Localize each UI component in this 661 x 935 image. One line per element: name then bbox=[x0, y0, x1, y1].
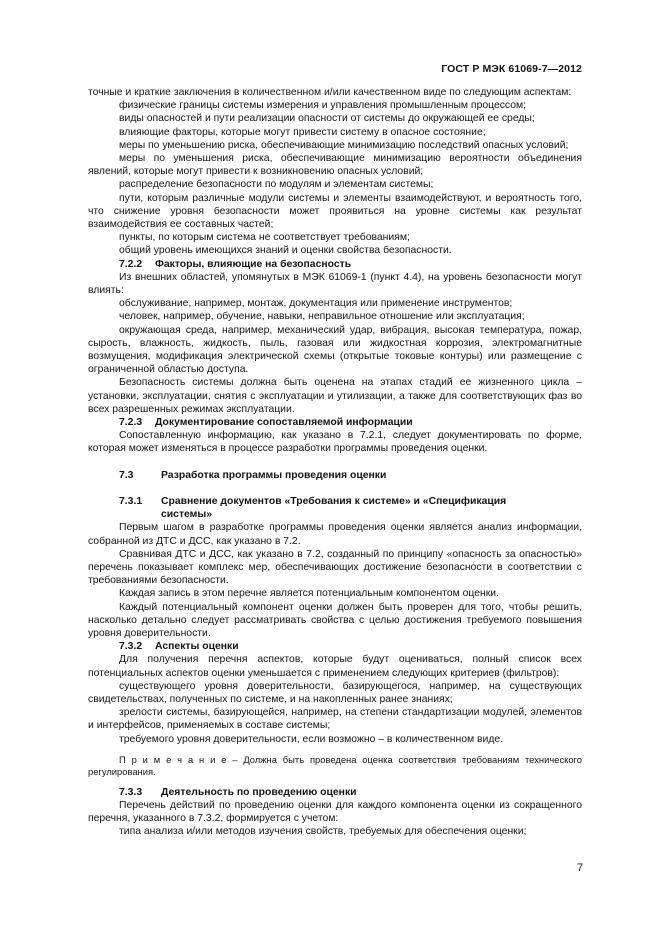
section-number: 7.3 bbox=[119, 469, 134, 481]
paragraph: Каждая запись в этом перечне является потенциальным компонентом оценки. bbox=[119, 588, 500, 600]
section-number: 7.2.2 bbox=[119, 258, 143, 270]
paragraph: Перечень действий по проведению оценки для каждого компонента оценки из сокращенного перечня, указанного в 7.3.2, формируется с учетом: bbox=[88, 799, 582, 825]
list-item: общий уровень имеющихся знаний и оценки свойства безопасности. bbox=[119, 245, 452, 257]
paragraph: точные и краткие заключения в количественном и/или качественном виде по следующим аспектам: bbox=[88, 87, 572, 98]
spacer bbox=[88, 482, 582, 495]
section-title: Деятельность по проведению оценки bbox=[161, 786, 357, 798]
note-label: П р и м е ч а н и е bbox=[119, 753, 227, 765]
list-item: пути, которым различные модули системы и элементы взаимодействуют, и вероятность того, что снижение уровня безопасности может проявиться на уровне системы как результат взаимодействия ее составных частей; bbox=[88, 192, 582, 231]
paragraph: Безопасность системы должна быть оценена на этапах стадий ее жизненного цикла – установки, эксплуатации, снятия с эксплуатации и утилизации, а также для соответствующих фаз во всех разрешенных режимах эксплуатации. bbox=[88, 377, 582, 415]
section-heading-7-2-2 bbox=[88, 258, 582, 271]
list-item: существующего уровня доверительности, базирующегося, например, на существующих свидетельствах, полученных по системе, и на накопленных ранее знаниях; bbox=[88, 680, 582, 705]
paragraph: Из внешних областей, упомянутых в МЭК 61069-1 (пункт 4.4), на уровень безопасности могут влиять: bbox=[88, 271, 582, 297]
list-item: меры по уменьшению риска, обеспечивающие минимизацию последствий опасных условий; bbox=[119, 139, 569, 151]
note-text: – Должна быть проведена оценка соответствия требованиям технического регулирования. bbox=[88, 753, 582, 777]
list-item: влияющие факторы, которые могут привести систему в опасное состояние; bbox=[119, 126, 486, 138]
standard-header: ГОСТ Р МЭК 61069-7—2012 bbox=[441, 63, 582, 75]
page-body bbox=[88, 86, 582, 839]
section-number: 7.3.2 bbox=[119, 641, 143, 653]
list-item: требуемого уровня доверительности, если возможно – в количественном виде. bbox=[119, 733, 504, 745]
section-title: Разработка программы проведения оценки bbox=[161, 469, 387, 481]
list-item: физические границы системы измерения и управления промышленным процессом; bbox=[119, 100, 527, 112]
list-item: человек, например, обучение, навыки, неправильное отношение или эксплуатация; bbox=[119, 311, 525, 323]
section-heading-7-3 bbox=[88, 469, 582, 482]
list-item: пункты, по которым система не соответствует требованиям; bbox=[119, 232, 410, 244]
spacer bbox=[88, 778, 582, 786]
section-title: Документирование сопоставляемой информации bbox=[155, 417, 413, 429]
paragraph: Для получения перечня аспектов, которые будут оцениваться, полный список всех потенциальных аспектов оценки уменьшается с применением следующих критериев (фильтров): bbox=[88, 654, 582, 679]
spacer bbox=[88, 456, 582, 469]
section-title: Факторы, влияющие на безопасность bbox=[155, 258, 352, 270]
paragraph: Первым шагом в разработке программы проведения оценки является анализ информации, собранной из ДТС и ДCC, как указано в 7.2. bbox=[88, 522, 582, 547]
list-item: зрелости системы, базирующейся, например, на степени стандартизации модулей, элементов и интерфейсов, применяемых в составе системы; bbox=[88, 707, 582, 732]
list-item: обслуживание, например, монтаж, документация или применение инструментов; bbox=[119, 298, 513, 310]
list-item: меры по уменьшения риска, обеспечивающие минимизацию вероятности объединения явлений, которые могут привести к возникновению опасных условий; bbox=[88, 153, 582, 178]
section-number: 7.2.3 bbox=[119, 417, 143, 429]
section-heading-7-2-3 bbox=[88, 416, 582, 429]
section-title: Сравнение документов «Требования к системе» и «Спецификация системы» bbox=[161, 495, 507, 521]
section-heading-7-3-2 bbox=[88, 640, 582, 653]
paragraph: Сопоставленную информацию, как указано в 7.2.1, следует документировать по форме, которая может изменяться в процессе разработки программы проведения оценки. bbox=[88, 430, 582, 455]
section-number: 7.3.3 bbox=[119, 786, 143, 798]
section-title: Аспекты оценки bbox=[155, 641, 239, 653]
section-heading-7-3-3 bbox=[88, 786, 582, 799]
page-number: 7 bbox=[577, 862, 584, 874]
list-item: распределение безопасности по модулям и элементам системы; bbox=[119, 179, 434, 191]
section-number: 7.3.1 bbox=[119, 495, 143, 507]
paragraph: Каждый потенциальный компонент оценки должен быть проверен для того, чтобы решить, насколько детально следует рассматривать свойства с целью достижения требуемого повышения уровня доверительности. bbox=[88, 601, 582, 639]
paragraph: Сравнивая ДТС и ДCC, как указано в 7.2, созданный по принципу «опасность за опасностью» перечень показывает комплекс мер, обеспечивающих достижение безопасности в соответствии с требованиями безопасности. bbox=[88, 548, 582, 587]
list-item: окружающая среда, например, механический удар, вибрация, высокая температура, пожар, сырость, влажность, жидкость, пыль, газовая или жидкостная коррозия, электромагнитные возмущения, модификация электрической схемы (открытые токовые контуры) или размещение с ограниченной областью доступа. bbox=[88, 324, 582, 376]
list-item: типа анализа и/или методов изучения свойств, требуемых для обеспечения оценки; bbox=[119, 826, 527, 838]
note bbox=[88, 754, 582, 778]
spacer bbox=[88, 746, 582, 754]
list-item: виды опасностей и пути реализации опасности от системы до окружающей ее среды; bbox=[119, 113, 535, 125]
section-heading-7-3-1 bbox=[88, 495, 582, 521]
